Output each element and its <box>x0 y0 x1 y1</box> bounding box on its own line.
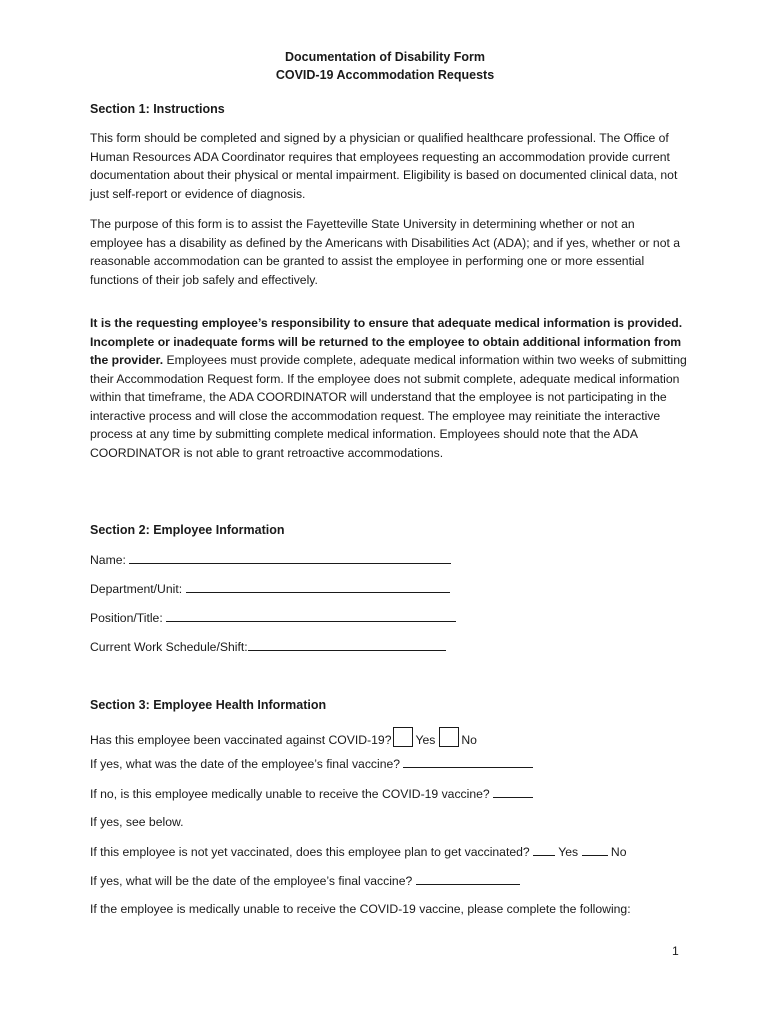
name-label: Name: <box>90 553 130 567</box>
paragraph-bold-text: It is the requesting employee’s responsibility to ensure that adequate medical information is provided. Incomplete or inadequate forms will be returned to the employee to obtain additional information from the provider. <box>90 316 683 367</box>
instructions-paragraph-1 <box>90 129 690 203</box>
paragraph-text: This form should be completed and signed by a physician or qualified healthcare professional. The Office of Human Resources ADA Coordinator requires that employees requesting an accommodation provide current documentation about their physical or mental impairment. Eligibility is based on documented clinical data, not just self-report or evidence of diagnosis. <box>90 131 678 201</box>
schedule-field <box>90 639 446 654</box>
medically-unable-input-line[interactable] <box>493 786 533 798</box>
instructions-paragraph-2 <box>90 215 690 289</box>
plan-no-input-line[interactable] <box>582 844 608 856</box>
position-field <box>90 610 456 625</box>
final-vaccine-date-input-line[interactable] <box>403 756 533 768</box>
vaccinated-question-text: Has this employee been vaccinated against COVID-19? <box>90 733 392 747</box>
instructions-paragraph-3 <box>90 314 690 462</box>
no-label: No <box>461 733 477 747</box>
final-vaccine-date-question <box>90 756 533 771</box>
department-label: Department/Unit: <box>90 582 186 596</box>
yes-checkbox[interactable] <box>393 727 413 747</box>
paragraph-text <box>90 314 690 462</box>
medically-unable-instruction: If the employee is medically unable to receive the COVID-19 vaccine, please complete the following: <box>90 902 631 916</box>
name-field <box>90 552 451 567</box>
department-field <box>90 581 450 596</box>
plan-yes-label: Yes <box>558 845 579 859</box>
document-title: Documentation of Disability Form <box>284 50 485 64</box>
section-1-heading: Section 1: Instructions <box>90 102 225 116</box>
paragraph-rest-text: Employees must provide complete, adequate medical information within two weeks of submitting their Accommodation Request form. If the employee does not submit complete, adequate medical information within that timeframe, the ADA COORDINATOR will understand that the employee is not participating in the interactive process and will close the accommodation request. The employee may reinitiate the interactive process at any time by submitting complete medical information. Employees should note that the ADA COORDINATOR is not able to grant retroactive accommodations. <box>90 353 687 460</box>
final-vaccine-date-text: If yes, what was the date of the employee’s final vaccine? <box>90 757 404 771</box>
see-below-note: If yes, see below. <box>90 815 184 829</box>
planned-vaccine-date-text: If yes, what will be the date of the employee’s final vaccine? <box>90 874 416 888</box>
department-input-line[interactable] <box>186 581 450 593</box>
planned-vaccine-date-input-line[interactable] <box>416 873 520 885</box>
position-label: Position/Title: <box>90 611 167 625</box>
paragraph-text: The purpose of this form is to assist the Fayetteville State University in determining whether or not an employee has a disability as defined by the Americans with Disabilities Act (ADA); and if yes, whether or not a reasonable accommodation can be granted to assist the employee in performing one or more essential functions of their job safely and effectively. <box>90 217 681 287</box>
medically-unable-text: If no, is this employee medically unable to receive the COVID-19 vaccine? <box>90 787 494 801</box>
plan-no-label: No <box>610 845 627 859</box>
schedule-input-line[interactable] <box>248 639 446 651</box>
name-input-line[interactable] <box>129 552 451 564</box>
section-3-heading: Section 3: Employee Health Information <box>90 698 327 712</box>
position-input-line[interactable] <box>166 610 456 622</box>
no-checkbox[interactable] <box>439 727 459 747</box>
document-subtitle: COVID-19 Accommodation Requests <box>275 68 495 82</box>
section-2-heading: Section 2: Employee Information <box>90 523 285 537</box>
plan-to-vaccinate-text: If this employee is not yet vaccinated, does this employee plan to get vaccinated? <box>90 845 534 859</box>
schedule-label: Current Work Schedule/Shift: <box>90 640 248 654</box>
page-number: 1 <box>672 944 679 958</box>
plan-yes-input-line[interactable] <box>533 844 555 856</box>
planned-vaccine-date-question <box>90 873 520 888</box>
vaccinated-question <box>90 727 477 747</box>
yes-label: Yes <box>415 733 436 747</box>
plan-to-vaccinate-question <box>90 844 627 859</box>
medically-unable-question <box>90 786 533 801</box>
